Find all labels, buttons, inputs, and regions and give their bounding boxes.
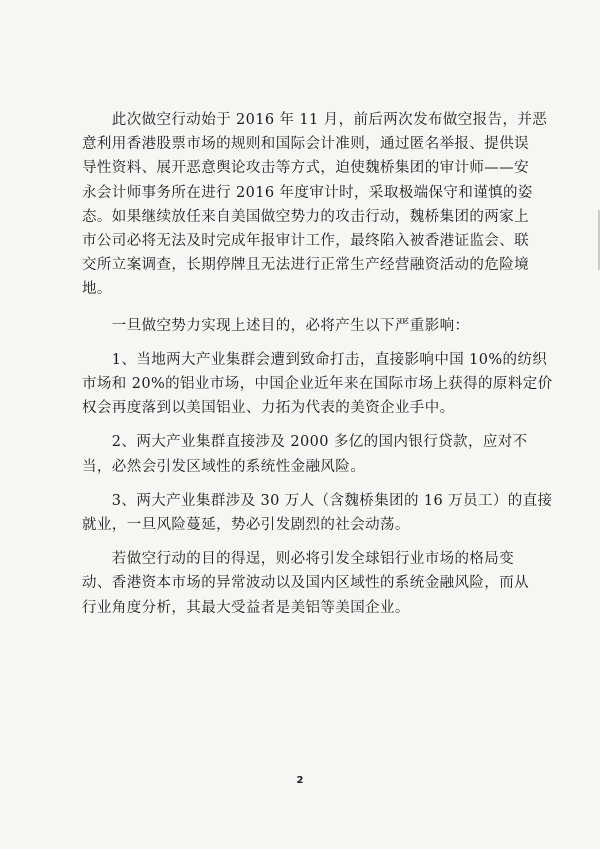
paragraph-short-attack-background	[82, 108, 548, 302]
text-line: 此次做空行动始于 2016 年 11 月，前后两次发布做空报告，并恶	[82, 112, 548, 128]
paragraph-conclusion	[82, 547, 529, 620]
text-line: 3、两大产业集群涉及 30 万人（含魏桥集团的 16 万员工）的直接	[82, 492, 553, 509]
paragraph-impact-1	[82, 348, 553, 421]
text-line: 导性资料、展开恶意舆论攻击等方式，迫使魏桥集团的审计师——安	[82, 160, 529, 177]
text-line: 一旦做空势力实现上述目的，必将产生以下严重影响：	[82, 317, 470, 334]
text-line: 行业角度分析，其最大受益者是美铝等美国企业。	[82, 599, 410, 616]
text-line: 2、两大产业集群直接涉及 2000 多亿的国内银行贷款，应对不	[82, 434, 528, 451]
text-line: 1、当地两大产业集群会遭到致命打击，直接影响中国 10%的纺织	[82, 351, 548, 368]
paragraph-impact-3	[82, 489, 553, 537]
text-line: 市公司必将无法及时完成年报审计工作，最终陷入被香港证监会、联	[82, 233, 529, 250]
text-line: 当，必然会引发区域性的系统性金融风险。	[82, 458, 366, 475]
text-line: 永会计师事务所在进行 2016 年度审计时，采取极端保守和谨慎的姿	[82, 184, 533, 201]
text-line: 若做空行动的目的得逞，则必将引发全球铝行业市场的格局变	[82, 551, 515, 568]
paragraph-impact-2	[82, 430, 528, 478]
text-line: 交所立案调查，长期停牌且无法进行正常生产经营融资活动的危险境	[82, 257, 529, 274]
document-body	[82, 108, 553, 620]
text-line: 动、香港资本市场的异常波动以及国内区域性的系统金融风险，而从	[82, 575, 529, 592]
page-number: 2	[296, 775, 304, 786]
text-line: 就业，一旦风险蔓延，势必引发剧烈的社会动荡。	[82, 517, 410, 534]
text-line: 地。	[82, 281, 112, 298]
paragraph-impact-intro	[82, 314, 514, 338]
text-line: 权会再度落到以美国铝业、力拓为代表的美资企业手中。	[82, 400, 455, 417]
text-line: 市场和 20%的铝业市场，中国企业近年来在国际市场上获得的原料定价	[82, 376, 553, 393]
text-line: 态。如果继续放任来自美国做空势力的攻击行动，魏桥集团的两家上	[82, 208, 529, 225]
text-line: 意利用香港股票市场的规则和国际会计准则，通过匿名举报、提供误	[82, 136, 529, 153]
